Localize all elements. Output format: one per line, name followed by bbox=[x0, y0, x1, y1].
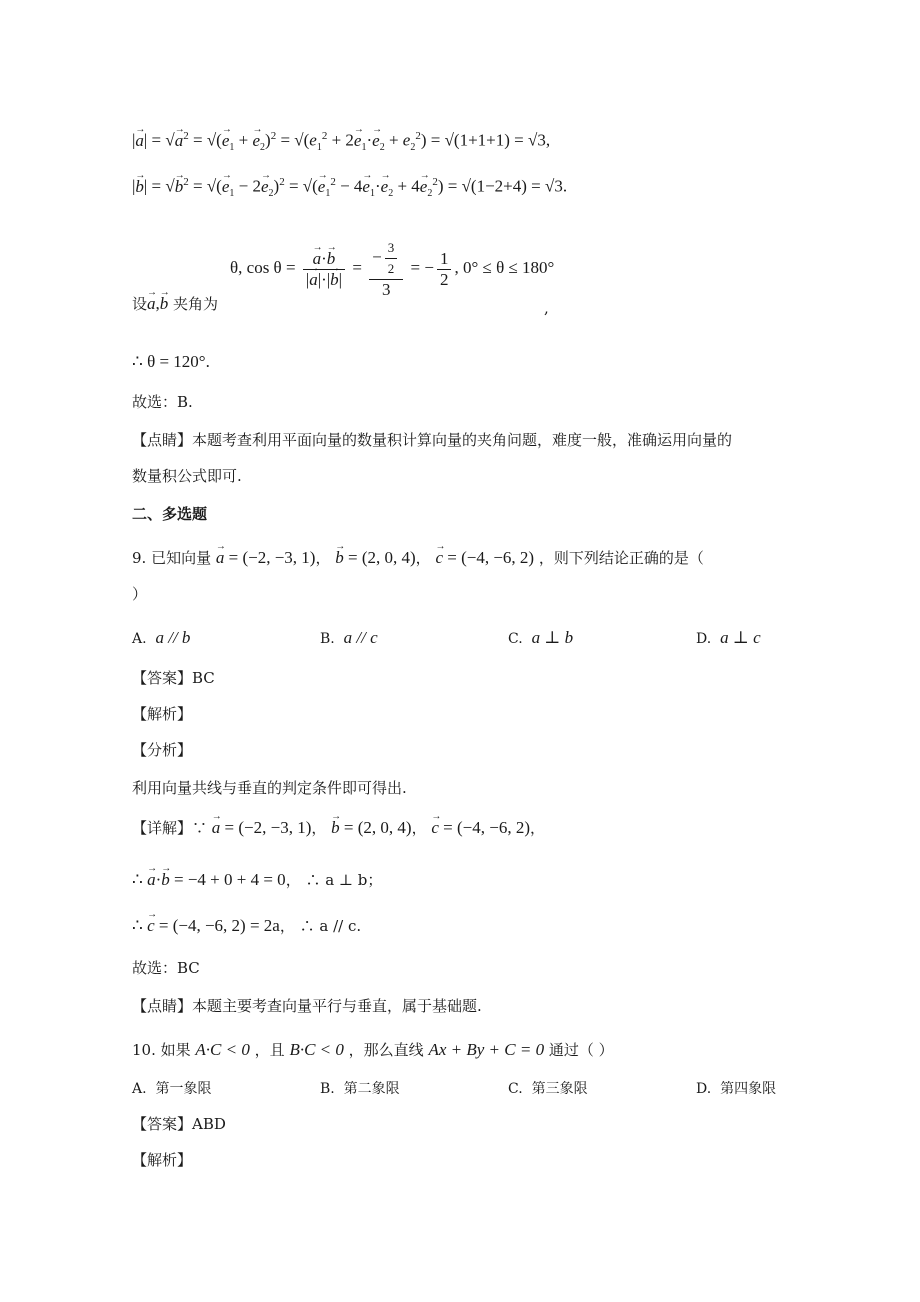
section-heading: 二、多选题 bbox=[132, 505, 208, 523]
q9-fenxi-text: 利用向量共线与垂直的判定条件即可得出. bbox=[132, 779, 407, 797]
q9-stem-close: ） bbox=[132, 585, 148, 603]
theta-conclusion: ∴ θ = 120°. bbox=[132, 352, 210, 371]
q9-option-c: C. a ⊥ b bbox=[508, 628, 574, 647]
q9-stem: 9. 已知向量 → a = (−2, −3, 1)， → b = (2, 0, 4)， → c = (−4, −6, 2) ，则下列结论正确的是（ bbox=[132, 548, 704, 568]
magnitude-b-equation: |→ b| = √→ $b^2$ = √(→ $e_1 - 2\to e_2)^2$ = √(→ $e_1^2 - 4\to e_1\cdot\to e_2 + 4\to e_2^2) = √(1-2+4) = √3$. bbox=[132, 172, 567, 204]
trailing-comma: , bbox=[544, 299, 549, 317]
q10-option-d: D. 第四象限 bbox=[696, 1081, 777, 1097]
answer-q8: 故选：B. bbox=[132, 393, 193, 411]
angle-setup-line: 设→ a,→ b 夹角为 bbox=[132, 294, 218, 314]
q9-select: 故选：BC bbox=[132, 959, 200, 977]
q9-comment: 【点睛】本题主要考查向量平行与垂直，属于基础题. bbox=[132, 997, 482, 1015]
q9-option-b: B. a // c bbox=[320, 628, 378, 647]
q10-stem: 10. 如果 A·C < 0 ，且 B·C < 0 ，那么直线 Ax + By + C = 0 通过（ ） bbox=[132, 1040, 614, 1059]
cosine-formula: θ, cos θ = → $\frac{a\cdot\to b}{|\to a|\cdot|\to b|}$ = − $\frac{3}{2}$ 3 = − $\frac{1}{2}$ , 0° ≤ θ ≤ 180° bbox=[230, 238, 554, 300]
magnitude-a-result: = √(1+1+1) = √3 bbox=[430, 130, 546, 150]
q9-option-d: D. a ⊥ c bbox=[696, 628, 761, 647]
q10-analysis-label: 【解析】 bbox=[132, 1151, 193, 1169]
q10-answer: 【答案】ABD bbox=[132, 1115, 226, 1133]
q9-answer: 【答案】BC bbox=[132, 669, 215, 687]
q9-detail-line: 【详解】∵ → a = (−2, −3, 1)， → b = (2, 0, 4)， → c = (−4, −6, 2)， bbox=[132, 818, 545, 838]
q9-fenxi-label: 【分析】 bbox=[132, 741, 193, 759]
q9-parallel-line: ∴ → c = (−4, −6, 2) = 2a， ∴ a // c. bbox=[132, 916, 361, 936]
q9-dot-product-line: ∴ → a·→ b = −4 + 0 + 4 = 0， ∴ a ⊥ b； bbox=[132, 870, 382, 890]
q10-option-b: B. 第二象限 bbox=[320, 1081, 400, 1097]
q10-option-c: C. 第三象限 bbox=[508, 1081, 588, 1097]
comment-q8: 【点睛】本题考查利用平面向量的数量积计算向量的夹角问题，难度一般，准确运用向量的 bbox=[132, 431, 733, 449]
q9-option-a: A. a // b bbox=[132, 628, 191, 647]
comment-q8-cont: 数量积公式即可. bbox=[132, 467, 242, 485]
magnitude-a-equation: |→ a| = √→ $a^2$ = √(→ $e_1$ + → $e_2)^2 = √(e_1^2 + 2\to e_1\cdot\to e_2 + e_2^2) = √(1+1+1) = √3$, bbox=[132, 126, 550, 158]
magnitude-b-result: = √(1−2+4) = √3 bbox=[447, 176, 563, 196]
q10-option-a: A. 第一象限 bbox=[132, 1081, 212, 1097]
q9-analysis-label: 【解析】 bbox=[132, 705, 193, 723]
